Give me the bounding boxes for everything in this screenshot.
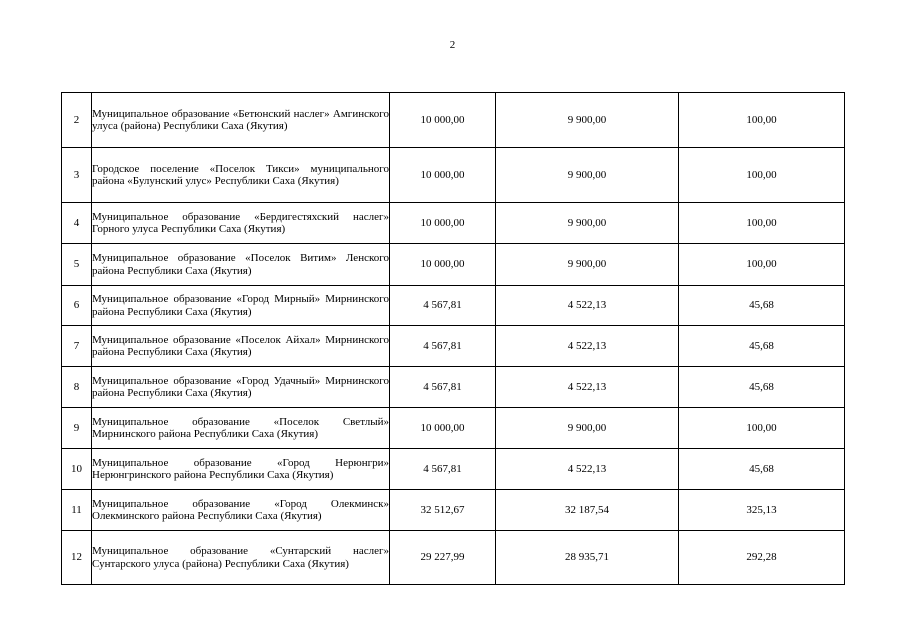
amount-total: 4 567,81 — [390, 286, 496, 326]
table-row — [62, 326, 845, 367]
amount-local: 292,28 — [679, 531, 845, 585]
allocation-table — [61, 92, 845, 585]
municipality-name: Муниципальное образование «Сунтарский наслег» Сунтарского улуса (района) Республики Саха (Якутия) — [92, 531, 390, 585]
amount-total: 32 512,67 — [390, 490, 496, 531]
amount-total: 10 000,00 — [390, 203, 496, 244]
amount-local: 100,00 — [679, 244, 845, 286]
amount-republic: 4 522,13 — [496, 367, 679, 408]
table-row — [62, 408, 845, 449]
page-number: 2 — [449, 39, 456, 51]
row-number: 2 — [62, 93, 92, 148]
amount-local: 45,68 — [679, 449, 845, 490]
row-number: 8 — [62, 367, 92, 408]
table-row — [62, 203, 845, 244]
amount-local: 100,00 — [679, 203, 845, 244]
amount-total: 10 000,00 — [390, 148, 496, 203]
table-row — [62, 367, 845, 408]
municipality-name: Муниципальное образование «Город Олекминск» Олекминского района Республики Саха (Якутия) — [92, 490, 390, 531]
amount-total: 4 567,81 — [390, 326, 496, 367]
amount-republic: 9 900,00 — [496, 93, 679, 148]
row-number: 9 — [62, 408, 92, 449]
amount-republic: 9 900,00 — [496, 203, 679, 244]
table-row — [62, 148, 845, 203]
amount-local: 100,00 — [679, 93, 845, 148]
amount-total: 4 567,81 — [390, 449, 496, 490]
municipality-name: Муниципальное образование «Поселок Светлый» Мирнинского района Республики Саха (Якутия) — [92, 408, 390, 449]
municipality-name: Муниципальное образование «Поселок Айхал» Мирнинского района Республики Саха (Якутия) — [92, 326, 390, 367]
amount-local: 100,00 — [679, 148, 845, 203]
table-row — [62, 93, 845, 148]
amount-total: 10 000,00 — [390, 408, 496, 449]
table-row — [62, 490, 845, 531]
amount-total: 10 000,00 — [390, 93, 496, 148]
row-number: 4 — [62, 203, 92, 244]
row-number: 3 — [62, 148, 92, 203]
amount-total: 29 227,99 — [390, 531, 496, 585]
amount-republic: 32 187,54 — [496, 490, 679, 531]
amount-total: 10 000,00 — [390, 244, 496, 286]
row-number: 10 — [62, 449, 92, 490]
amount-republic: 4 522,13 — [496, 326, 679, 367]
table-row — [62, 286, 845, 326]
row-number: 12 — [62, 531, 92, 585]
amount-local: 100,00 — [679, 408, 845, 449]
municipality-name: Городское поселение «Поселок Тикси» муниципального района «Булунский улус» Республики Саха (Якутия) — [92, 148, 390, 203]
table-row — [62, 449, 845, 490]
amount-local: 325,13 — [679, 490, 845, 531]
amount-republic: 9 900,00 — [496, 244, 679, 286]
amount-republic: 4 522,13 — [496, 449, 679, 490]
amount-total: 4 567,81 — [390, 367, 496, 408]
municipality-name: Муниципальное образование «Поселок Витим» Ленского района Республики Саха (Якутия) — [92, 244, 390, 286]
row-number: 11 — [62, 490, 92, 531]
amount-republic: 28 935,71 — [496, 531, 679, 585]
row-number: 5 — [62, 244, 92, 286]
municipality-name: Муниципальное образование «Бердигестяхский наслег» Горного улуса Республики Саха (Якутия) — [92, 203, 390, 244]
row-number: 7 — [62, 326, 92, 367]
municipality-name: Муниципальное образование «Бетюнский наслег» Амгинского улуса (района) Республики Саха (Якутия) — [92, 93, 390, 148]
amount-republic: 4 522,13 — [496, 286, 679, 326]
table-row — [62, 244, 845, 286]
municipality-name: Муниципальное образование «Город Нерюнгри» Нерюнгринского района Республики Саха (Якутия) — [92, 449, 390, 490]
amount-republic: 9 900,00 — [496, 148, 679, 203]
municipality-name: Муниципальное образование «Город Мирный» Мирнинского района Республики Саха (Якутия) — [92, 286, 390, 326]
amount-local: 45,68 — [679, 286, 845, 326]
amount-local: 45,68 — [679, 326, 845, 367]
amount-local: 45,68 — [679, 367, 845, 408]
municipality-name: Муниципальное образование «Город Удачный» Мирнинского района Республики Саха (Якутия) — [92, 367, 390, 408]
amount-republic: 9 900,00 — [496, 408, 679, 449]
row-number: 6 — [62, 286, 92, 326]
table-row — [62, 531, 845, 585]
